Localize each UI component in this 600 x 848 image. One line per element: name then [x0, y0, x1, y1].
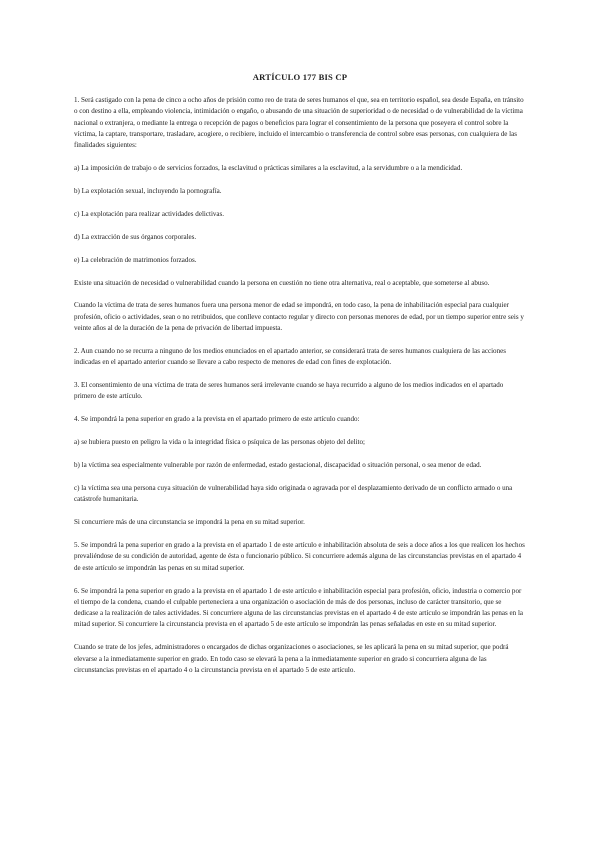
paragraph-1a: a) La imposición de trabajo o de servicios forzados, la esclavitud o prácticas similares a la esclavitud, a la servidumbre o a la mendicidad. — [74, 164, 463, 173]
paragraph-1d: d) La extracción de sus órganos corporales. — [74, 232, 197, 241]
paragraph-1: 1. Será castigado con la pena de cinco a ocho años de prisión como reo de trata de seres humanos el que, sea en territorio español, sea desde España, en tránsito o con destino a ella, empleando violencia, intimidación o engaño, o abusando de una situación de superioridad o de necesidad o de vulnerabilidad de la víctima nacional o extranjera, o mediante la entrega o recepción de pagos o beneficios para lograr el consentimiento de la persona que poseyera el control sobre la víctima, la captare, transportare, trasladare, acogiere, o recibiere, incluido el intercambio o transferencia de control sobre esas personas, con cualquiera de las finalidades siguientes: — [74, 96, 524, 150]
paragraph-6-leaders: Cuando se trate de los jefes, administradores o encargados de dichas organizaciones o asociaciones, se les aplicará la pena en su mitad superior, que podrá elevarse a la inmediatamente superior en grado. En todo caso se elevará la pena a la inmediatamente superior en grado si concurriera alguna de las circunstancias previstas en el apartado 4 o la circunstancia prevista en el apartado 5 de este artículo. — [74, 643, 509, 674]
paragraph-4-concurrence: Si concurriere más de una circunstancia se impondrá la pena en su mitad superior. — [74, 518, 305, 527]
paragraph-1b: b) La explotación sexual, incluyendo la pornografía. — [74, 186, 222, 195]
paragraph-4c: c) la víctima sea una persona cuya situación de vulnerabilidad haya sido originada o agravada por el desplazamiento derivado de un conflicto armado o una catástrofe humanitaria. — [74, 483, 513, 504]
paragraph-vulnerability: Existe una situación de necesidad o vulnerabilidad cuando la persona en cuestión no tiene otra alternativa, real o aceptable, que someterse al abuso. — [74, 278, 490, 287]
paragraph-4b: b) la víctima sea especialmente vulnerable por razón de enfermedad, estado gestacional, discapacidad o situación personal, o sea menor de edad. — [74, 461, 482, 470]
paragraph-4a: a) se hubiera puesto en peligro la vida o la integridad física o psíquica de las personas objeto del delito; — [74, 438, 365, 447]
article-title: ARTÍCULO 177 BIS CP — [252, 72, 348, 82]
paragraph-5: 5. Se impondrá la pena superior en grado a la prevista en el apartado 1 de este artículo e inhabilitación absoluta de seis a doce años a los que realicen los hechos prevaliéndose de su condición de autoridad, agente de ésta o funcionario público. Si concurriere además alguna de las circunstancias previstas en el apartado 4 de este artículo se impondrán las penas en su mitad superior. — [74, 541, 525, 572]
paragraph-6: 6. Se impondrá la pena superior en grado a la prevista en el apartado 1 de este artículo e inhabilitación especial para profesión, oficio, industria o comercio por el tiempo de la condena, cuando el culpable perteneciera a una organización o asociación de más de dos personas, incluso de carácter transitorio, que se dedicase a la realización de tales actividades. Si concurriere alguna de las circunstancias previstas en el apartado 4 de este artículo se impondrán las penas en la mitad superior. Si concurriere la circunstancia prevista en el apartado 5 de este artículo se impondrán las penas señaladas en este en su mitad superior. — [74, 586, 524, 629]
paragraph-2: 2. Aun cuando no se recurra a ninguno de los medios enunciados en el apartado anterior, se considerará trata de seres humanos cualquiera de las acciones indicadas en el apartado anterior cuando se llevare a cabo respecto de menores de edad con fines de explotación. — [74, 346, 506, 367]
paragraph-3: 3. El consentimiento de una víctima de trata de seres humanos será irrelevante cuando se haya recurrido a alguno de los medios indicados en el apartado primero de este artículo. — [74, 381, 504, 401]
paragraph-4: 4. Se impondrá la pena superior en grado a la prevista en el apartado primero de este artículo cuando: — [74, 415, 360, 424]
paragraph-minor-victim: Cuando la víctima de trata de seres humanos fuera una persona menor de edad se impondrá, en todo caso, la pena de inhabilitación especial para cualquier profesión, oficio o actividades, sean o no retribuidos, que conlleve contacto regular y directo con personas menores de edad, por un tiempo superior entre seis y veinte años al de la duración de la pena de privación de libertad impuesta. — [74, 301, 524, 333]
paragraph-1c: c) La explotación para realizar actividades delictivas. — [74, 209, 225, 218]
paragraph-1e: e) La celebración de matrimonios forzados. — [74, 255, 197, 264]
article-body — [74, 95, 526, 676]
